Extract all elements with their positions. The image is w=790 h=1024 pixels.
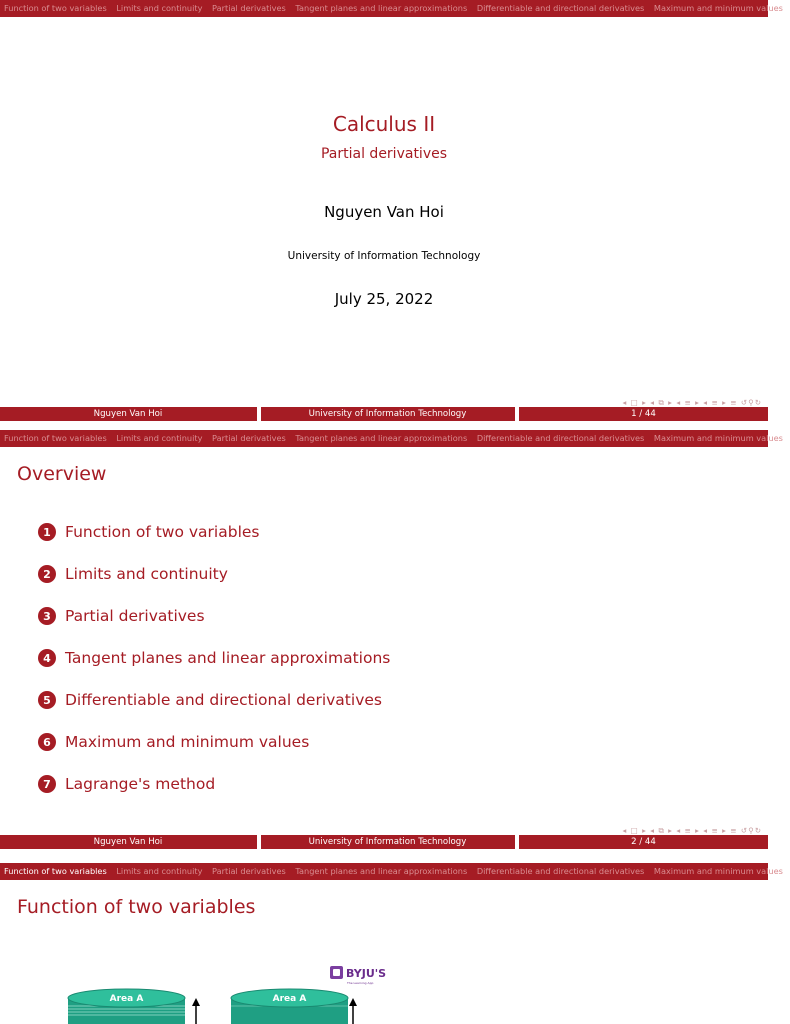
overview-item-label: Lagrange's method	[65, 775, 216, 793]
section-navigation-bar	[0, 0, 783, 17]
item-number-badge: 3	[38, 607, 56, 625]
overview-item[interactable]	[38, 647, 390, 669]
logo-tagline: The Learning App	[347, 981, 374, 985]
nav-section-tangent[interactable]: Tangent planes and linear approximations	[295, 3, 468, 13]
presentation-subtitle: Partial derivatives	[320, 146, 448, 162]
overview-item[interactable]	[38, 605, 205, 627]
item-number-badge: 7	[38, 775, 56, 793]
item-number-badge: 1	[38, 523, 56, 541]
footer-page-number: 2 / 44	[631, 837, 656, 847]
overview-item-label: Tangent planes and linear approximations	[65, 649, 391, 667]
nav-section-limits[interactable]: Limits and continuity	[116, 433, 203, 443]
footer-author: Nguyen Van Hoi	[93, 409, 163, 419]
item-number-badge: 6	[38, 733, 56, 751]
overview-item-label: Partial derivatives	[65, 607, 205, 625]
item-number-badge: 2	[38, 565, 56, 583]
presentation-date: July 25, 2022	[334, 290, 434, 308]
section-navigation-bar	[0, 430, 783, 447]
nav-section-partial[interactable]: Partial derivatives	[212, 433, 286, 443]
nav-section-tangent[interactable]: Tangent planes and linear approximations	[295, 866, 468, 876]
nav-section-function[interactable]: Function of two variables	[4, 433, 107, 443]
logo-text: BYJU'S	[346, 967, 387, 980]
nav-section-differentiable[interactable]: Differentiable and directional derivatives	[476, 433, 645, 443]
nav-section-maxmin[interactable]: Maximum and minimum values	[653, 866, 783, 876]
nav-section-limits[interactable]: Limits and continuity	[116, 866, 203, 876]
overview-item-label: Function of two variables	[65, 523, 260, 541]
cylinder-a	[68, 989, 200, 1024]
overview-item-label: Differentiable and directional derivatives	[65, 691, 382, 709]
nav-section-partial[interactable]: Partial derivatives	[212, 3, 286, 13]
footer-author: Nguyen Van Hoi	[93, 837, 163, 847]
overview-item-label: Limits and continuity	[65, 565, 228, 583]
nav-section-maxmin[interactable]: Maximum and minimum values	[653, 433, 783, 443]
item-number-badge: 4	[38, 649, 56, 667]
overview-item[interactable]	[38, 773, 215, 795]
presentation-title: Calculus II	[332, 112, 436, 136]
slide-footer	[0, 835, 768, 849]
nav-section-tangent[interactable]: Tangent planes and linear approximations	[295, 433, 468, 443]
nav-section-differentiable[interactable]: Differentiable and directional derivatives	[476, 866, 645, 876]
overview-item[interactable]	[38, 521, 260, 543]
presentation-institute: University of Information Technology	[287, 250, 481, 262]
footer-page-number: 1 / 44	[631, 409, 656, 419]
beamer-navigation-icons[interactable]: ◂ □ ▸ ◂ ⧉ ▸ ◂ ≡ ▸ ◂ ≡ ▸ ≡ ↺⚲↻	[622, 398, 762, 407]
cylinder-area-illustration	[0, 934, 768, 1024]
section-navigation-bar	[0, 863, 783, 880]
frame-title: Overview	[17, 463, 107, 485]
overview-item[interactable]	[38, 731, 309, 753]
overview-item[interactable]	[38, 563, 228, 585]
byjus-logo	[330, 966, 386, 985]
overview-item[interactable]	[38, 689, 382, 711]
slide-3	[0, 849, 783, 1024]
nav-section-limits[interactable]: Limits and continuity	[116, 3, 203, 13]
nav-section-maxmin[interactable]: Maximum and minimum values	[653, 3, 783, 13]
slide-1	[0, 0, 783, 421]
nav-section-partial[interactable]: Partial derivatives	[212, 866, 286, 876]
slide-2	[0, 421, 783, 849]
footer-institute: University of Information Technology	[308, 409, 467, 419]
nav-section-function[interactable]: Function of two variables	[4, 3, 107, 13]
cylinder-b-label: Area A	[272, 994, 307, 1004]
nav-section-function[interactable]: Function of two variables	[4, 866, 107, 876]
footer-institute: University of Information Technology	[308, 837, 467, 847]
cylinder-b	[231, 989, 357, 1024]
cylinder-a-label: Area A	[109, 994, 144, 1004]
nav-section-differentiable[interactable]: Differentiable and directional derivatives	[476, 3, 645, 13]
item-number-badge: 5	[38, 691, 56, 709]
overview-item-label: Maximum and minimum values	[65, 733, 310, 751]
slide-footer	[0, 407, 768, 421]
presentation-author: Nguyen Van Hoi	[324, 203, 444, 221]
beamer-navigation-icons[interactable]: ◂ □ ▸ ◂ ⧉ ▸ ◂ ≡ ▸ ◂ ≡ ▸ ≡ ↺⚲↻	[622, 826, 762, 835]
frame-title: Function of two variables	[17, 896, 256, 918]
